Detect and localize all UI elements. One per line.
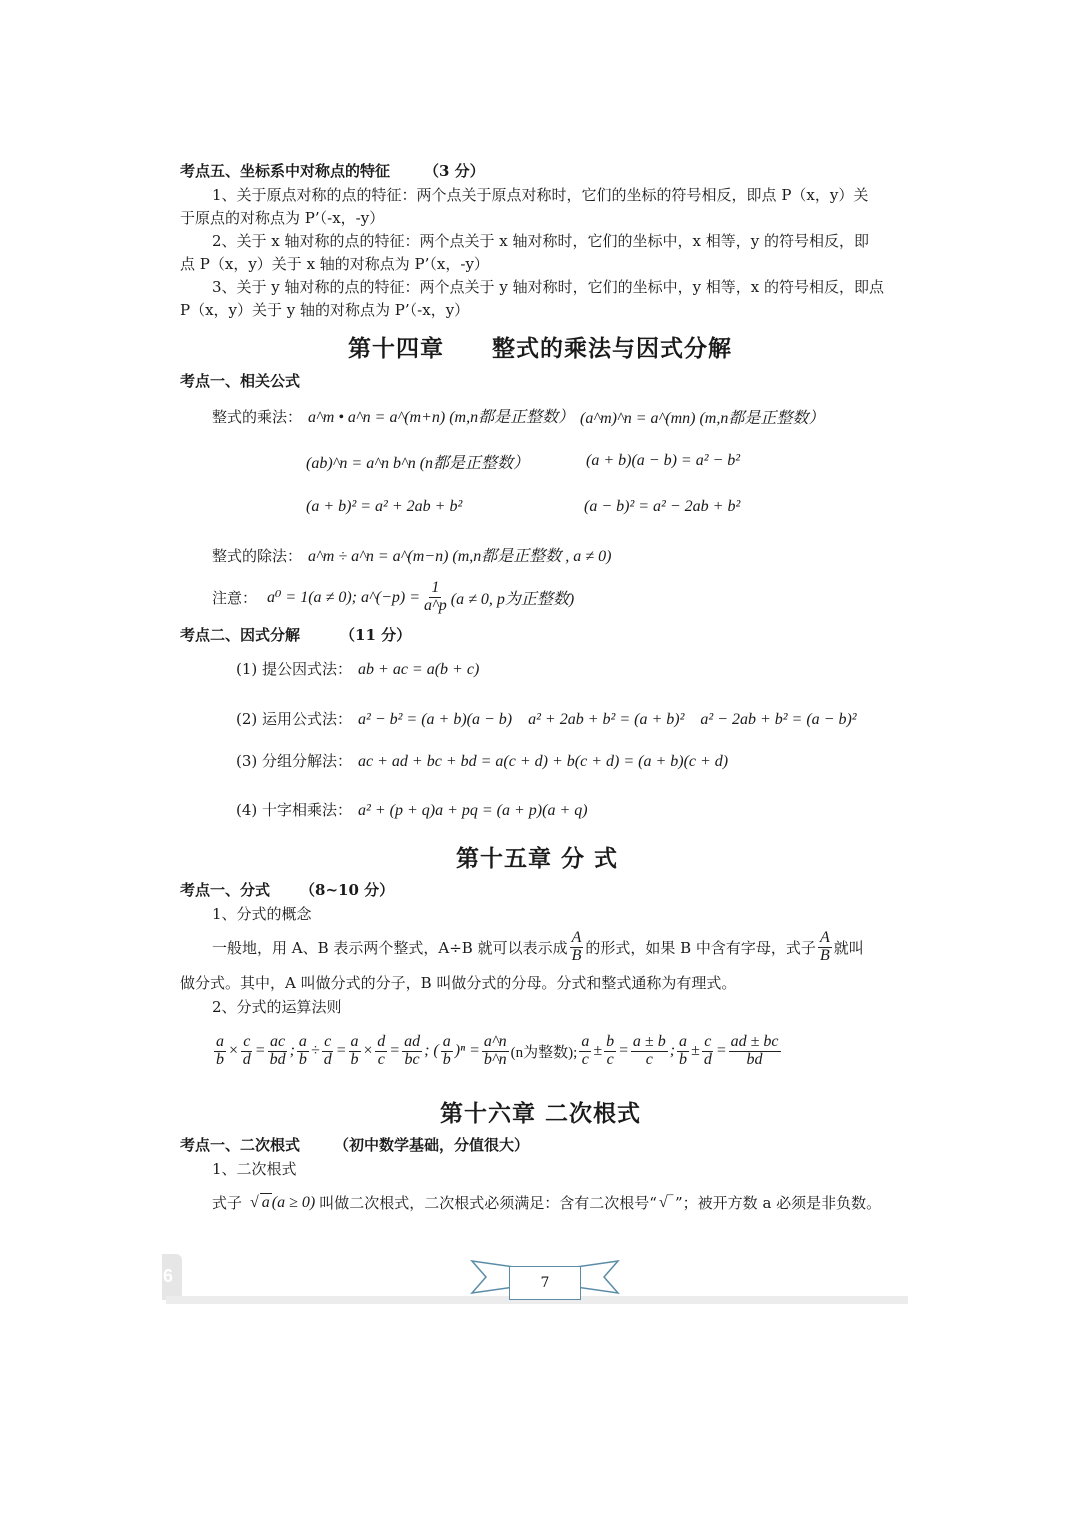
formula: (a + b)² = a² + 2ab + b²: [306, 498, 463, 515]
paragraph: 2、关于 x 轴对称的点的特征：两个点关于 x 轴对称时，它们的坐标中，x 相等，y 的符号相反，即: [212, 232, 870, 250]
paragraph: 1、关于原点对称的点的特征：两个点关于原点对称时，它们的坐标的符号相反，即点 P（x，y）关: [212, 186, 869, 204]
paragraph: 式子 √ a (a ≥ 0) 叫做二次根式，二次根式必须满足：含有二次根号“ √‾ ”；被开方数 a 必须是非负数。: [212, 1193, 882, 1212]
fraction: $\frac{A}{B}$: [819, 929, 830, 964]
fraction: $\frac{A}{B}$: [571, 929, 582, 964]
paragraph: 3、关于 y 轴对称的点的特征：两个点关于 y 轴对称时，它们的坐标中，y 相等，x 的符号相反，即点: [212, 278, 885, 296]
paragraph: 一般地，用 A、B 表示两个整式，A÷B 就可以表示成 $\frac{A}{B}$ 的形式，如果 B 中含有字母，式子 $\frac{A}{B}$ 就叫: [212, 929, 864, 964]
section-heading: 考点二、因式分解 （11 分）: [180, 626, 412, 644]
subheading: 1、二次根式: [212, 1160, 297, 1178]
fraction: $\frac{1}{a\^{}p}$: [424, 579, 447, 614]
method-row: (2) 运用公式法： a² − b² = (a + b)(a − b) a² + 2ab + b² = (a + b)² a² − 2ab + b² = (a − b)²: [236, 710, 857, 728]
fraction-rules: $\frac{a}{b}$ × $\frac{c}{d}$ = $\frac{ac}{bd}$ ; $\frac{a}{b}$ ÷ $\frac{c}{d}$ = $\frac{a}{b}$ × $\frac{d}{c}$ = $\frac{ad}{bc}$ ; ( $\frac{a}{b}$ )ⁿ = $\frac{a\^{}n}{b\^{}n}$ (n为整数); $\frac{a}{c}$ ± $\frac{b}{c}$ = $\frac{a \pm b}{c}$ ; $\frac{a}{b}$ ± $\frac{c}{d}$ = $\frac{ad \pm bc}{bd}$: [216, 1033, 779, 1068]
paragraph: 点 P（x，y）关于 x 轴的对称点为 P’（x，-y）: [180, 255, 489, 273]
section-heading: 考点一、二次根式 （初中数学基础，分值很大）: [180, 1136, 530, 1154]
formula: (a^m)^n = a^(mn) (m,n都是正整数）: [580, 410, 825, 427]
paragraph: P（x，y）关于 y 轴的对称点为 P’（-x，y）: [180, 301, 470, 319]
method-row: (3) 分组分解法： ac + ad + bc + bd = a(c + d) + b(c + d) = (a + b)(c + d): [236, 752, 729, 770]
section-heading: 考点五、坐标系中对称点的特征 （3 分）: [180, 162, 485, 180]
section-heading: 考点一、分式 （8~10 分）: [180, 881, 395, 899]
subheading: 1、分式的概念: [212, 905, 312, 923]
chapter-title: 第十四章 整式的乘法与因式分解: [348, 335, 732, 362]
formula-row: 整式的除法： a^m ÷ a^n = a^(m−n) (m,n都是正整数 , a ≠ 0): [212, 547, 612, 565]
page-number: 7: [509, 1266, 581, 1300]
formula: (a + b)(a − b) = a² − b²: [586, 452, 741, 469]
paragraph: 于原点的对称点为 P’（-x，-y）: [180, 209, 385, 227]
chapter-title: 第十五章 分 式: [456, 845, 619, 872]
method-row: (4) 十字相乘法： a² + (p + q)a + pq = (a + p)(a + q): [236, 801, 588, 819]
method-row: (1) 提公因式法： ab + ac = a(b + c): [236, 660, 480, 678]
section-heading: 考点一、相关公式: [180, 372, 301, 390]
formula-row: 整式的乘法： a^m • a^n = a^(m+n) (m,n都是正整数）: [212, 408, 575, 426]
page-side-tab: 6: [162, 1254, 182, 1300]
paragraph: 做分式。其中，A 叫做分式的分子，B 叫做分式的分母。分式和整式通称为有理式。: [180, 974, 737, 992]
formula-row: 注意： a⁰ = 1(a ≠ 0); a^(−p) = $\frac{1}{a\^{}p}$ (a ≠ 0, p为正整数): [212, 579, 575, 614]
formula: (ab)^n = a^n b^n (n都是正整数）: [306, 455, 530, 472]
subheading: 2、分式的运算法则: [212, 998, 342, 1016]
formula: (a − b)² = a² − 2ab + b²: [584, 498, 741, 515]
chapter-title: 第十六章 二次根式: [440, 1100, 642, 1127]
